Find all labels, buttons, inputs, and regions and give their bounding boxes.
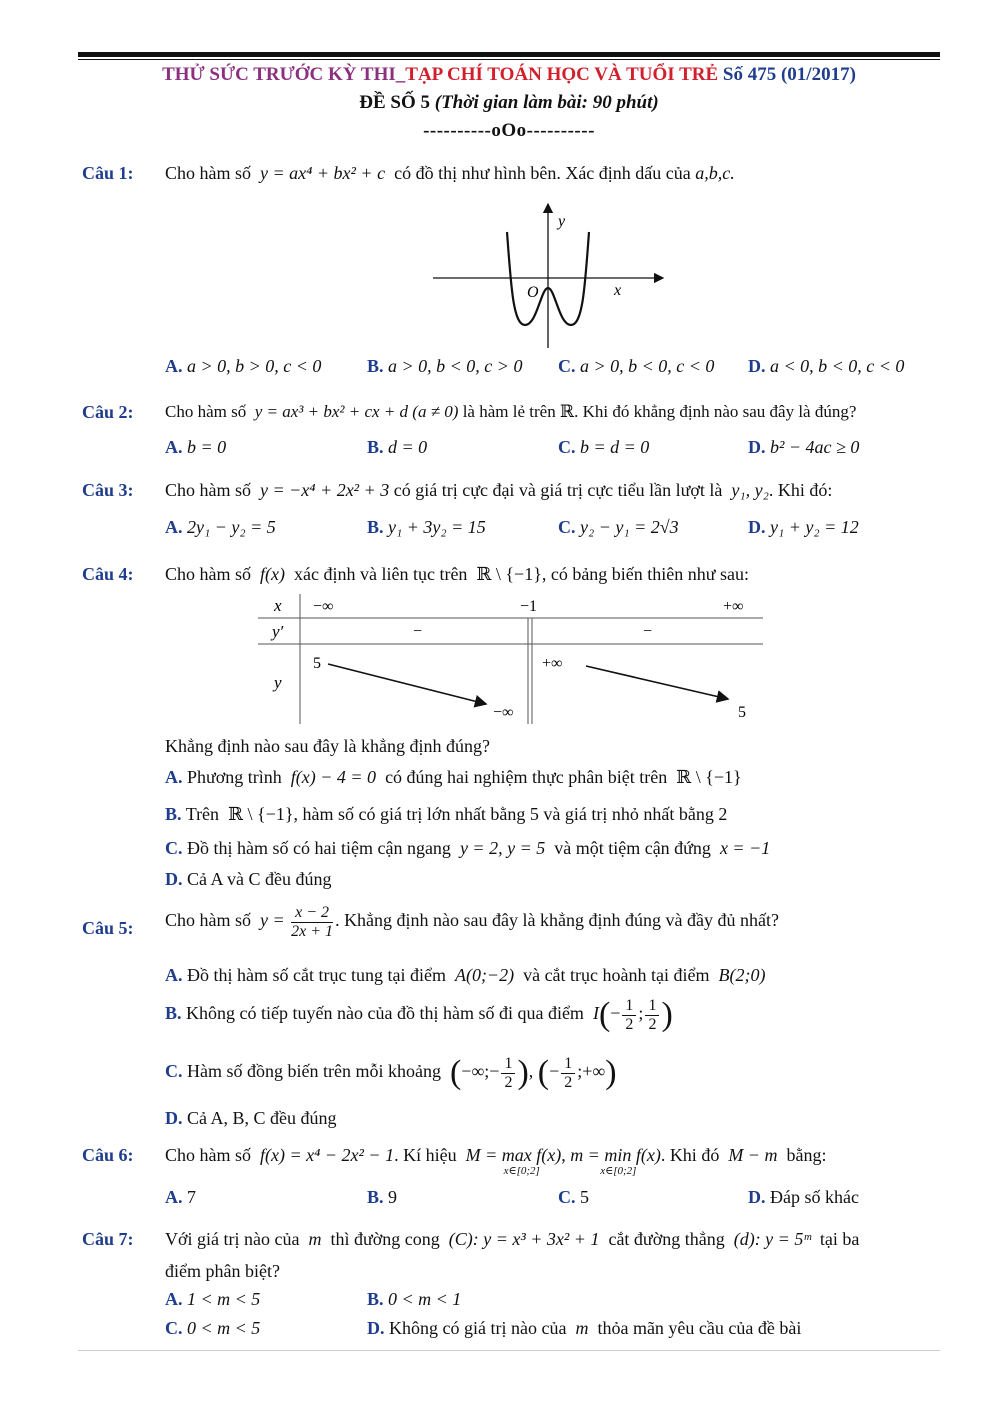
exam-duration: (Thời gian làm bài: 90 phút) <box>434 92 659 113</box>
option-letter: A. <box>165 437 183 457</box>
q6-option-a-text: 7 <box>187 1187 196 1207</box>
q5-option-c[interactable]: C. Hàm số đồng biến trên mỗi khoảng (−∞;− $\frac{1}{2}$ ), (− $\frac{1}{2}$ ;+∞) <box>165 1054 617 1092</box>
q4-c-f1: y = 2, y = 5 <box>459 838 546 858</box>
q6-option-d[interactable] <box>748 1187 859 1208</box>
q3-option-d[interactable] <box>748 517 859 538</box>
q6-stem-post: . Khi đó <box>660 1145 720 1165</box>
q6-option-b-text: 9 <box>388 1187 398 1207</box>
table-y-value-2: −∞ <box>493 704 514 721</box>
q2-option-c[interactable] <box>558 437 649 458</box>
q5-fraction <box>291 904 333 940</box>
q1-option-c-text: a > 0, b < 0, c < 0 <box>580 356 715 376</box>
q6-option-c[interactable] <box>558 1187 589 1208</box>
q2-formula: y = ax³ + bx² + cx + d (a ≠ 0) <box>254 402 459 421</box>
table-yp-sign-2: − <box>643 623 653 640</box>
q3-vars: y₁, y₂ <box>731 480 769 500</box>
q4-option-d-text: Cả A và C đều đúng <box>187 869 332 889</box>
q5-c-n2: 1 <box>561 1055 575 1074</box>
option-letter: C. <box>165 1318 183 1338</box>
q1-label: Câu 1: <box>82 163 134 183</box>
q6-stem-pre: Cho hàm số <box>165 1145 252 1165</box>
option-letter: D. <box>748 356 766 376</box>
option-letter: A. <box>165 517 183 537</box>
q7-option-a-text: 1 < m < 5 <box>187 1289 261 1309</box>
q4-stem-mid: xác định và liên tục trên <box>294 564 468 584</box>
q5-stem-pre: Cho hàm số <box>165 910 252 931</box>
q5-a-mid: và cắt trục hoành tại điểm <box>523 965 710 985</box>
q5-a-f2: B(2;0) <box>718 965 766 985</box>
q3-label: Câu 3: <box>82 480 134 500</box>
q4-a-domain: ℝ \ {−1} <box>676 767 742 787</box>
q6-min-text: m = min f(x) <box>570 1145 661 1165</box>
q7-option-d[interactable] <box>367 1318 801 1339</box>
header-part3: Số 475 (01/2017) <box>718 64 856 85</box>
header-part2: TẠP CHÍ TOÁN HỌC VÀ TUỔI TRẺ <box>405 64 719 85</box>
table-x-value-1: −∞ <box>313 598 334 615</box>
q4-domain: ℝ \ {−1} <box>476 564 542 584</box>
q5-option-a[interactable] <box>165 965 766 986</box>
option-letter: A. <box>165 965 183 985</box>
q7-stem-mid: thì đường cong <box>330 1229 440 1249</box>
q3-formula: y = −x⁴ + 2x² + 3 <box>260 480 390 500</box>
q5-c-i1: −∞;− <box>461 1061 500 1082</box>
q1-stem-pre: Cho hàm số <box>165 163 252 183</box>
q5-b-d2: 2 <box>648 1015 657 1033</box>
q6-stem-end: bằng: <box>786 1145 827 1165</box>
option-letter: C. <box>558 1187 576 1207</box>
q4-c-mid: và một tiệm cận đứng <box>554 838 711 858</box>
q2-option-d[interactable] <box>748 437 859 458</box>
paren-open: ( <box>449 1054 462 1092</box>
q1-origin-label: O <box>527 284 539 301</box>
q4-stem-post: , có bảng biến thiên như sau: <box>541 564 750 584</box>
table-x-value-2: −1 <box>520 598 538 615</box>
q6-min <box>570 1145 661 1177</box>
paren-open: ( <box>598 996 611 1034</box>
q6-label: Câu 6: <box>82 1145 134 1165</box>
option-letter: D. <box>367 1318 385 1338</box>
q7-label: Câu 7: <box>82 1229 134 1249</box>
q7-stem <box>165 1229 859 1250</box>
page-header <box>78 64 940 86</box>
table-arrow-1 <box>328 664 486 704</box>
q7-d-post: thỏa mãn yêu cầu của đề bài <box>597 1318 802 1338</box>
q2-option-c-text: b = d = 0 <box>580 437 650 457</box>
exam-title <box>78 92 940 114</box>
q7-option-c[interactable] <box>165 1318 260 1339</box>
option-letter: C. <box>165 838 183 858</box>
table-x-value-3: +∞ <box>723 598 744 615</box>
q2-option-a-text: b = 0 <box>187 437 227 457</box>
q5-c-i3: ;+∞ <box>577 1061 606 1082</box>
q2-label: Câu 2: <box>82 402 134 422</box>
top-rule-thick <box>78 52 940 57</box>
q3-option-d-text: y₁ + y₂ = 12 <box>770 517 859 537</box>
q1-option-c[interactable] <box>558 356 714 377</box>
q4-option-a[interactable] <box>165 767 742 788</box>
q6-max-sub: x∈[0;2] <box>503 1165 540 1177</box>
table-arrow-2 <box>586 666 728 699</box>
q5-c-pre: Hàm số đồng biến trên mỗi khoảng <box>187 1061 441 1082</box>
q7-curve: (C): y = x³ + 3x² + 1 <box>448 1229 600 1249</box>
bottom-rule <box>78 1350 940 1351</box>
q5-b-n2: 1 <box>645 997 659 1016</box>
q1-stem <box>165 163 735 184</box>
q5-b-point: I <box>592 1003 599 1024</box>
q4-option-b[interactable] <box>165 804 727 825</box>
q5-option-b[interactable]: B. Không có tiếp tuyến nào của đồ thị hàm số đi qua điểm I(− $\frac{1}{2}$ ; $\frac{1}{2}$ ) <box>165 996 673 1034</box>
option-letter: B. <box>367 517 384 537</box>
q4-option-c[interactable] <box>165 838 770 859</box>
q7-stem-mid2: cắt đường thẳng <box>608 1229 725 1249</box>
option-letter: C. <box>558 356 576 376</box>
q4-option-d[interactable] <box>165 869 332 890</box>
q6-min-sub: x∈[0;2] <box>600 1165 637 1177</box>
q1-vars: a,b,c. <box>695 163 735 183</box>
option-letter: C. <box>558 437 576 457</box>
q3-stem-end: . Khi đó: <box>768 480 833 500</box>
q7-d-var: m <box>575 1318 589 1338</box>
option-letter: A. <box>165 767 183 787</box>
header-divider: ----------oOo---------- <box>423 120 595 141</box>
table-y-value-4: 5 <box>738 704 746 721</box>
table-x-label: x <box>274 596 282 615</box>
paren-close: ) <box>661 996 673 1034</box>
q5-lhs: y = <box>260 910 285 931</box>
q7-stem-pre: Với giá trị nào của <box>165 1229 300 1249</box>
q4-stem-pre: Cho hàm số <box>165 564 252 584</box>
q5-b-n1: 1 <box>622 997 636 1016</box>
q6-max-text: M = max f(x) <box>465 1145 562 1165</box>
q5-stem <box>165 904 779 940</box>
q4-b-pre: Trên <box>185 804 220 824</box>
option-letter: B. <box>367 437 384 457</box>
q6-option-a[interactable] <box>165 1187 196 1208</box>
q4-question: Khẳng định nào sau đây là khẳng định đúng? <box>165 736 490 756</box>
q5-a-pre: Đồ thị hàm số cắt trục tung tại điểm <box>187 965 446 985</box>
q3-option-b-text: y₁ + 3y₂ = 15 <box>388 517 486 537</box>
q3-option-c[interactable] <box>558 517 679 538</box>
exam-number: ĐỀ SỐ 5 <box>359 92 435 113</box>
q6-stem: Cho hàm số f(x) = x⁴ − 2x² − 1. Kí hiệu M = max f(x) x∈[0;2] , m = min f(x) x∈[0;2] . Khi đó M − m bằng: <box>165 1145 827 1177</box>
q4-a-post: có đúng hai nghiệm thực phân biệt trên <box>385 767 668 787</box>
q1-option-b-text: a > 0, b < 0, c > 0 <box>388 356 523 376</box>
option-letter: D. <box>165 869 183 889</box>
q1-stem-post: có đồ thị như hình bên. Xác định dấu của <box>394 163 691 183</box>
option-letter: A. <box>165 1289 183 1309</box>
q2-option-b[interactable] <box>367 437 427 458</box>
table-y-value-1: 5 <box>313 655 321 672</box>
q5-a-f1: A(0;−2) <box>454 965 515 985</box>
option-letter: D. <box>748 1187 766 1207</box>
q2-stem-pre: Cho hàm số <box>165 402 247 421</box>
q5-stem-post: . Khẳng định nào sau đây là khẳng định đúng và đầy đủ nhất? <box>335 910 779 931</box>
option-letter: D. <box>165 1108 183 1128</box>
q6-formula: f(x) = x⁴ − 2x² − 1 <box>260 1145 395 1165</box>
q5-label: Câu 5: <box>82 918 134 938</box>
q1-x-label: x <box>614 282 622 299</box>
q5-c-frac-2 <box>561 1055 575 1091</box>
q3-option-c-text: y₂ − y₁ = 2√3 <box>580 517 679 537</box>
q5-c-n1: 1 <box>501 1055 515 1074</box>
q6-max <box>465 1145 562 1177</box>
option-letter: A. <box>165 1187 183 1207</box>
paren-close: ) <box>605 1054 617 1092</box>
q5-b-pre: Không có tiếp tuyến nào của đồ thị hàm số đi qua điểm <box>186 1003 584 1024</box>
q1-option-a-text: a > 0, b > 0, c < 0 <box>187 356 322 376</box>
table-yp-label: y′ <box>272 622 284 641</box>
q4-label: Câu 4: <box>82 564 134 584</box>
q6-option-b[interactable] <box>367 1187 397 1208</box>
q1-graph <box>425 200 670 350</box>
q7-var: m <box>308 1229 322 1249</box>
q3-option-a[interactable] <box>165 517 276 538</box>
paren-close: ) <box>517 1054 529 1092</box>
q5-c-d1: 2 <box>504 1073 513 1091</box>
q7-d-pre: Không có giá trị nào của <box>389 1318 567 1338</box>
q5-c-frac-1 <box>501 1055 515 1091</box>
table-y-label: y <box>274 673 282 692</box>
q6-expr: M − m <box>728 1145 778 1165</box>
q7-option-b[interactable] <box>367 1289 461 1310</box>
option-letter: C. <box>165 1061 183 1082</box>
q7-line: (d): y = 5ᵐ <box>733 1229 811 1249</box>
q1-formula: y = ax⁴ + bx² + c <box>260 163 386 183</box>
table-yp-sign-1: − <box>413 623 423 640</box>
q3-stem-pre: Cho hàm số <box>165 480 252 500</box>
q2-option-a[interactable] <box>165 437 226 458</box>
q5-b-frac-2 <box>645 997 659 1033</box>
option-letter: B. <box>165 804 182 824</box>
q1-option-d[interactable] <box>748 356 904 377</box>
q6-option-d-text: Đáp số khác <box>770 1187 859 1207</box>
q2-stem-post: là hàm lẻ trên ℝ. Khi đó khẳng định nào sau đây là đúng? <box>462 402 857 421</box>
q3-stem-post: có giá trị cực đại và giá trị cực tiểu lần lượt là <box>393 480 723 500</box>
option-letter: B. <box>367 1187 384 1207</box>
q4-a-formula: f(x) − 4 = 0 <box>290 767 377 787</box>
option-letter: C. <box>558 517 576 537</box>
q6-option-c-text: 5 <box>580 1187 589 1207</box>
top-rule-thin <box>78 59 940 60</box>
header-part1: THỬ SỨC TRƯỚC KỲ THI_ <box>162 64 406 85</box>
q4-b-post: , hàm số có giá trị lớn nhất bằng 5 và giá trị nhỏ nhất bằng 2 <box>293 804 728 824</box>
q5-b-frac-1 <box>622 997 636 1033</box>
paren-open: ( <box>537 1054 550 1092</box>
q7-option-a[interactable] <box>165 1289 260 1310</box>
option-letter: A. <box>165 356 183 376</box>
q5-c-i2: − <box>549 1061 560 1082</box>
q5-c-d2: 2 <box>564 1073 573 1091</box>
option-letter: D. <box>748 437 766 457</box>
q5-den: 2x + 1 <box>291 922 334 940</box>
q3-option-b[interactable] <box>367 517 486 538</box>
q7-stem-post: tại ba <box>819 1229 860 1249</box>
q4-b-domain: ℝ \ {−1} <box>228 804 294 824</box>
q6-stem-mid: . Kí hiệu <box>394 1145 457 1165</box>
q4-variation-table <box>258 594 768 726</box>
q5-b-d1: 2 <box>625 1015 634 1033</box>
option-letter: D. <box>748 517 766 537</box>
option-letter: B. <box>165 1003 182 1024</box>
q3-stem <box>165 480 832 501</box>
q7-option-b-text: 0 < m < 1 <box>388 1289 462 1309</box>
q4-stem <box>165 564 749 585</box>
q7-option-c-text: 0 < m < 5 <box>187 1318 261 1338</box>
option-letter: B. <box>367 356 384 376</box>
table-y-value-3: +∞ <box>542 655 563 672</box>
q1-option-b[interactable] <box>367 356 522 377</box>
q4-c-pre: Đồ thị hàm số có hai tiệm cận ngang <box>187 838 451 858</box>
q4-c-f2: x = −1 <box>719 838 771 858</box>
q5-option-d[interactable] <box>165 1108 337 1129</box>
q5-num: x − 2 <box>291 904 333 923</box>
q4-formula: f(x) <box>260 564 285 584</box>
q3-option-a-text: 2y₁ − y₂ = 5 <box>187 517 276 537</box>
q1-option-a[interactable] <box>165 356 321 377</box>
q2-option-b-text: d = 0 <box>388 437 428 457</box>
q1-option-d-text: a < 0, b < 0, c < 0 <box>770 356 905 376</box>
q2-stem <box>165 402 856 422</box>
q7-stem-line2: điểm phân biệt? <box>165 1261 280 1281</box>
q4-a-pre: Phương trình <box>187 767 282 787</box>
option-letter: B. <box>367 1289 384 1309</box>
q5-option-d-text: Cả A, B, C đều đúng <box>187 1108 337 1128</box>
q1-y-label: y <box>558 213 566 230</box>
q2-option-d-text: b² − 4ac ≥ 0 <box>770 437 860 457</box>
